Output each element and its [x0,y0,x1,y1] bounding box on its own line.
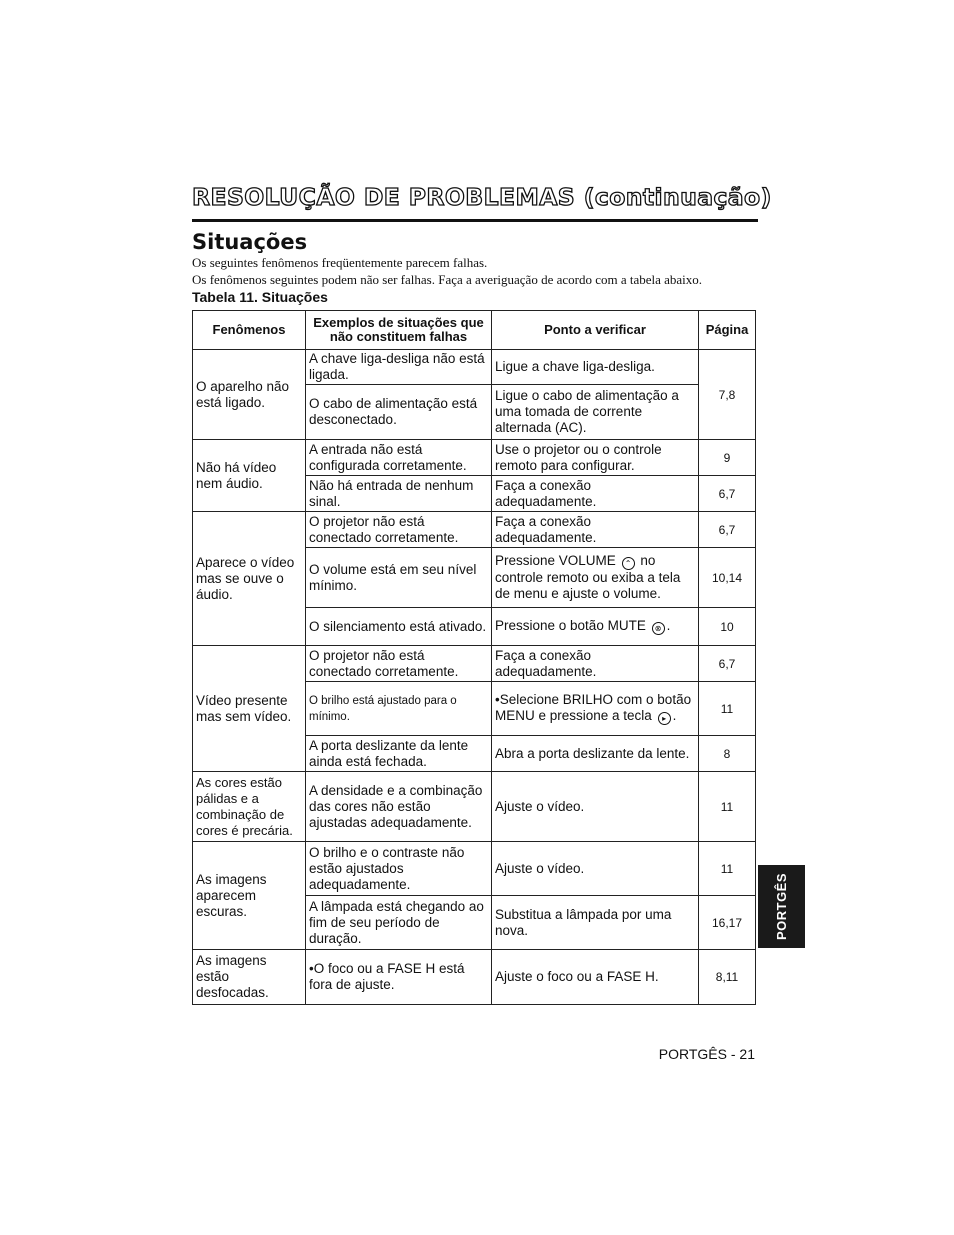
pagina-cell: 16,17 [699,896,756,950]
table-row [193,440,756,476]
situations-table [192,310,756,1005]
table-row [193,772,756,842]
exemplo-cell: A lâmpada está chegando ao fim de seu período de duração. [306,896,492,950]
volume-up-icon: ⌃ [622,557,635,570]
fenomeno-cell: As imagens estão desfocadas. [193,950,306,1005]
header-pagina: Página [699,311,756,350]
page-title: RESOLUÇÃO DE PROBLEMAS (continuação) [192,183,772,211]
ponto-text: . [672,708,677,723]
ponto-text: . [666,618,671,633]
table-row [193,512,756,548]
exemplo-cell: O cabo de alimentação está desconectado. [306,385,492,440]
ponto-cell: Faça a conexão adequadamente. [492,646,699,682]
fenomeno-cell: O aparelho não está ligado. [193,350,306,440]
pagina-cell: 10,14 [699,548,756,608]
ponto-cell: Faça a conexão adequadamente. [492,476,699,512]
language-side-tab [758,865,805,948]
ponto-text: Pressione VOLUME [495,553,616,568]
exemplo-cell: O brilho e o contraste não estão ajustados adequadamente. [306,842,492,896]
header-exemplos: Exemplos de situações que não constituem falhas [306,311,492,350]
pagina-cell: 11 [699,842,756,896]
exemplo-cell: O projetor não está conectado corretamente. [306,646,492,682]
exemplo-cell: O brilho está ajustado para o mínimo. [306,682,492,736]
exemplo-cell: A entrada não está configurada corretamente. [306,440,492,476]
table-row [193,350,756,385]
table-row [193,646,756,682]
intro-line-1: Os seguintes fenômenos freqüentemente parecem falhas. [192,255,488,270]
section-heading: Situações [192,230,308,254]
ponto-cell: Use o projetor ou o controle remoto para configurar. [492,440,699,476]
table-row [193,842,756,896]
table-caption: Tabela 11. Situações [192,289,328,305]
exemplo-cell: O volume está em seu nível mínimo. [306,548,492,608]
pagina-cell: 6,7 [699,512,756,548]
intro-line-2: Os fenômenos seguintes podem não ser falhas. Faça a averiguação de acordo com a tabela abaixo. [192,272,703,287]
ponto-cell: Ajuste o vídeo. [492,772,699,842]
table-row [193,950,756,1005]
fenomeno-cell: Aparece o vídeo mas se ouve o áudio. [193,512,306,646]
pagina-cell: 6,7 [699,476,756,512]
page-number: PORTGÊS - 21 [658,1046,755,1062]
fenomeno-cell: As imagens aparecem escuras. [193,842,306,950]
title-rule [192,219,758,222]
pagina-cell: 10 [699,608,756,646]
exemplo-cell: Não há entrada de nenhum sinal. [306,476,492,512]
exemplo-cell: O silenciamento está ativado. [306,608,492,646]
fenomeno-cell: As cores estão pálidas e a combinação de cores é precária. [193,772,306,842]
exemplo-cell: O projetor não está conectado corretamente. [306,512,492,548]
ponto-cell: Ajuste o foco ou a FASE H. [492,950,699,1005]
pagina-cell: 8 [699,736,756,772]
exemplo-cell: A chave liga-desliga não está ligada. [306,350,492,385]
ponto-cell: Faça a conexão adequadamente. [492,512,699,548]
ponto-cell [492,682,699,736]
right-arrow-icon: ▸ [658,712,671,725]
ponto-cell: Ligue a chave liga-desliga. [492,350,699,385]
pagina-cell: 11 [699,682,756,736]
table-header-row [193,311,756,350]
side-tab-label: PORTGÊS [774,872,790,941]
ponto-cell: Ajuste o vídeo. [492,842,699,896]
ponto-text: •Selecione BRILHO com o botão MENU e pressione a tecla [495,692,692,723]
ponto-cell: Abra a porta deslizante da lente. [492,736,699,772]
header-fenomenos: Fenômenos [193,311,306,350]
pagina-cell: 6,7 [699,646,756,682]
ponto-cell [492,608,699,646]
pagina-cell: 11 [699,772,756,842]
pagina-cell: 8,11 [699,950,756,1005]
mute-icon: ⊗ [652,622,665,635]
pagina-cell: 7,8 [699,350,756,440]
ponto-text: Pressione o botão MUTE [495,618,646,633]
exemplo-cell: A densidade e a combinação das cores não estão ajustadas adequadamente. [306,772,492,842]
ponto-cell: Ligue o cabo de alimentação a uma tomada de corrente alternada (AC). [492,385,699,440]
fenomeno-cell: Não há vídeo nem áudio. [193,440,306,512]
exemplo-cell: A porta deslizante da lente ainda está fechada. [306,736,492,772]
pagina-cell: 9 [699,440,756,476]
ponto-text: no controle remoto ou exiba a tela de menu e ajuste o volume. [495,553,681,601]
exemplo-cell: •O foco ou a FASE H está fora de ajuste. [306,950,492,1005]
ponto-cell: Substitua a lâmpada por uma nova. [492,896,699,950]
ponto-cell [492,548,699,608]
fenomeno-cell: Vídeo presente mas sem vídeo. [193,646,306,772]
header-ponto: Ponto a verificar [492,311,699,350]
